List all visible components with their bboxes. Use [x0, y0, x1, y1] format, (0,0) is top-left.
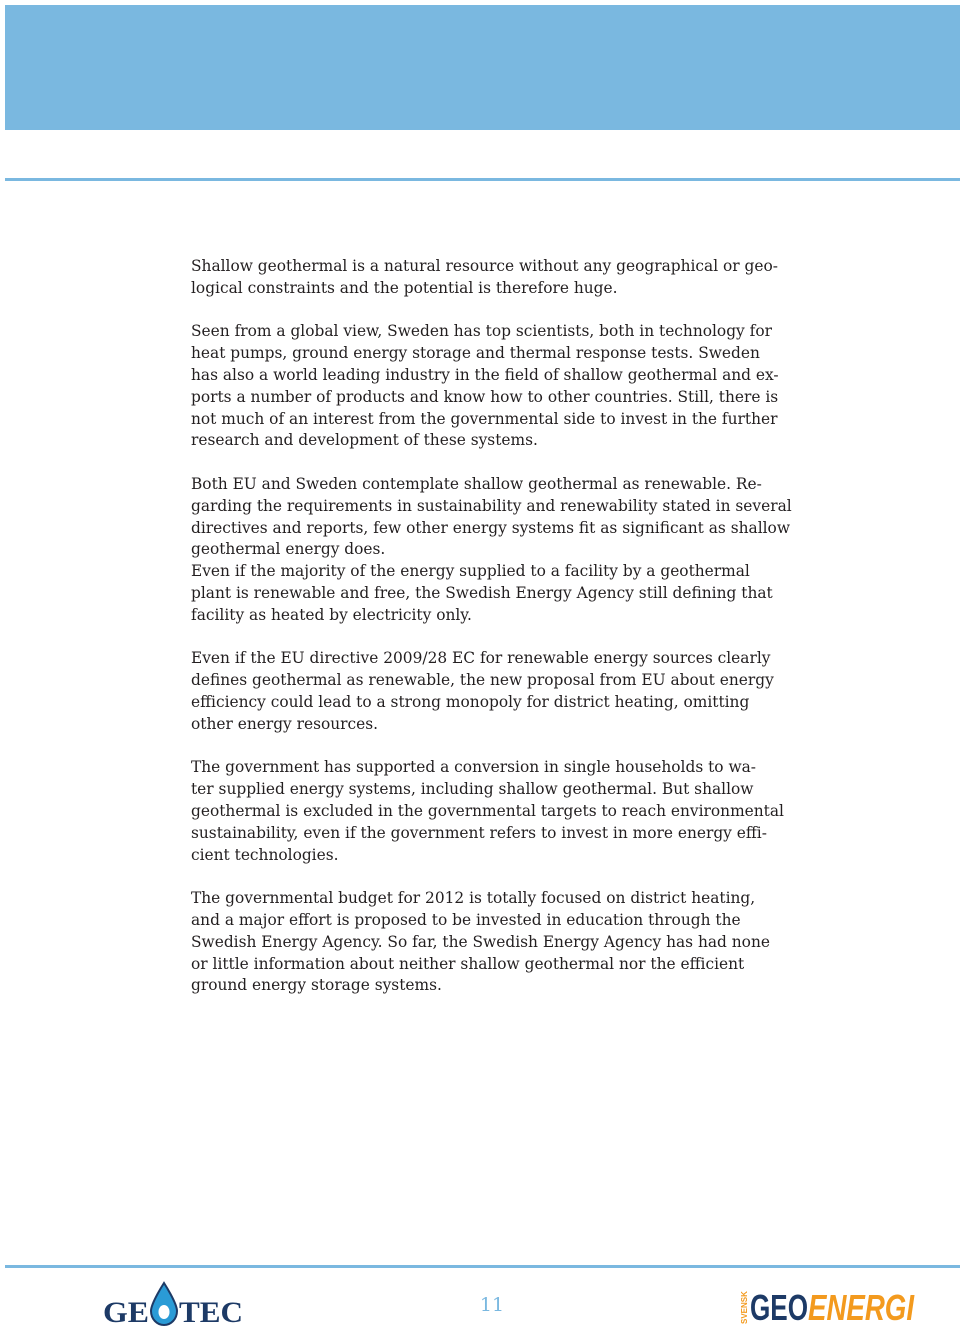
page-number: 11 — [479, 1294, 505, 1316]
svensk-geoenergi-logo — [738, 1284, 918, 1326]
paragraph-5: Even if the EU directive 2009/28 EC for renewable energy sources clearly defines geothermal as renewable, the new proposal from EU about energy efficiency could lead to a strong monopoly for district heating, omitting other energy resources. — [191, 649, 774, 733]
logo-energi-text: ENERGI — [808, 1287, 915, 1328]
body-text — [191, 256, 803, 997]
paragraph-7: The governmental budget for 2012 is totally focused on district heating, and a major effort is proposed to be invested in education through the Swedish Energy Agency. So far, the Swedish Energy Agency has had none or little information about neither shallow geothermal nor the efficient ground energy storage systems. — [191, 889, 770, 995]
paragraph-6: The government has supported a conversion in single households to wa- ter supplied energy systems, including shallow geothermal. But shallow geothermal is excluded in the governmental targets to reach environmental sustainability, even if the government refers to invest in more energy effi- cient technologies. — [191, 758, 784, 864]
footer-rule — [5, 1265, 960, 1268]
paragraph-3: Both EU and Sweden contemplate shallow geothermal as renewable. Re- garding the requirements in sustainability and renewability stated in several directives and reports, few other energy systems fit as significant as shallow geothermal energy does. — [191, 474, 792, 559]
header-band — [5, 5, 960, 130]
svg-text:TEC: TEC — [179, 1296, 243, 1329]
paragraph-2: Seen from a global view, Sweden has top scientists, both in technology for heat pumps, ground energy storage and thermal response tests. Sweden has also a world leading industry in the field of shallow geothermal and ex- ports a number of products and know how to other countries. Still, there is not much of an interest from the governmental side to invest in the further research and development of these systems. — [191, 322, 779, 450]
header-rule — [5, 178, 960, 181]
logo-geo-text: GEO — [750, 1287, 808, 1328]
geotec-logo — [103, 1281, 245, 1329]
paragraph-1: Shallow geothermal is a natural resource without any geographical or geo- logical constraints and the potential is therefore huge. — [191, 257, 778, 297]
paragraph-4: Even if the majority of the energy supplied to a facility by a geothermal plant is renewable and free, the Swedish Energy Agency still defining that facility as heated by electricity only. — [191, 562, 773, 624]
svg-text:GE: GE — [103, 1296, 149, 1329]
logo-svensk-text: SVENSK — [740, 1291, 749, 1324]
